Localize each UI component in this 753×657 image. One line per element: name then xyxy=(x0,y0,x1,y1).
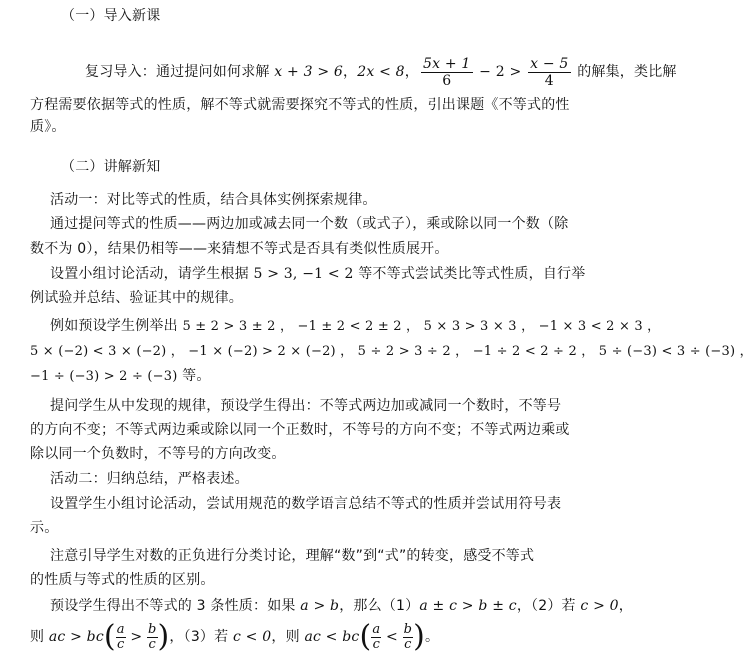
activity1-title: 活动一：对比等式的性质，结合具体实例探索规律。 xyxy=(50,192,377,208)
paragraph3-line1 xyxy=(50,317,660,336)
fraction-b-over-c-1 xyxy=(147,623,158,652)
review-paragraph-line1 xyxy=(85,50,677,94)
paragraph3-text-b: 等。 xyxy=(177,368,211,384)
fraction-2 xyxy=(528,56,570,89)
review-suffix: 的解集，类比解 xyxy=(572,64,677,80)
property-3-formula: ac < bc xyxy=(304,629,360,645)
left-paren-1: ( xyxy=(103,619,116,654)
property-2-formula: ac > bc xyxy=(48,629,104,645)
fraction-1 xyxy=(421,56,473,89)
separator-1: ， xyxy=(343,64,358,80)
paragraph4-line3: 除以同一个负数时，不等号的方向改变。 xyxy=(30,446,286,462)
fraction-a-over-c-2 xyxy=(371,623,381,652)
paragraph6-line1: 注意引导学生对数的正负进行分类讨论，理解“数”到“式”的转变，感受不等式 xyxy=(50,548,535,564)
review-paragraph-line2: 方程需要依据等式的性质，解不等式就需要探究不等式的性质，引出课题《不等式的性 xyxy=(30,97,570,113)
left-paren-2: ( xyxy=(359,619,372,654)
less-than-sign: < xyxy=(381,629,403,645)
fraction-denominator: c xyxy=(372,636,381,652)
paragraph1-line1: 通过提问等式的性质——两边加或减去同一个数（或式子），乘或除以同一个数（除 xyxy=(50,216,569,232)
fraction-numerator: b xyxy=(403,621,413,637)
paragraph5-line2: 示。 xyxy=(30,520,59,536)
paragraph5-line1: 设置学生小组讨论活动，尝试用规范的数学语言总结不等式的性质并尝试用符号表 xyxy=(50,496,562,512)
fraction-numerator: a xyxy=(116,621,125,637)
paragraph2-line2: 例试验并总结、验证其中的规律。 xyxy=(30,290,243,306)
paragraph7-line2 xyxy=(30,619,439,655)
paragraph7-line1 xyxy=(50,597,633,615)
paragraph7-line2-text-c: ，则 xyxy=(271,629,305,645)
minus-two: − 2 > xyxy=(474,64,527,80)
paragraph1-line2: 数不为 0），结果仍相等——来猜想不等式是否具有类似性质展开。 xyxy=(30,241,449,257)
fraction-2-denominator: 4 xyxy=(544,72,554,89)
fraction-denominator: c xyxy=(404,636,412,652)
greater-than-sign: > xyxy=(125,629,147,645)
paragraph7-line2-text-d: 。 xyxy=(425,629,440,645)
paragraph7-text-d: ， xyxy=(618,598,633,614)
paragraph3-examples-1: 5 ± 2 > 3 ± 2 ， −1 ± 2 < 2 ± 2 ， 5 × 3 > 3 × 3 ， −1 × 3 < 2 × 3 ， xyxy=(182,319,661,334)
review-paragraph-line3: 质》。 xyxy=(30,119,66,135)
fraction-b-over-c-2 xyxy=(403,623,414,652)
paragraph2-math: 5 > 3, −1 < 2 xyxy=(253,266,354,282)
paragraph2-text-b: 等不等式尝试类比等式性质，自行举 xyxy=(353,266,586,282)
fraction-numerator: b xyxy=(147,621,157,637)
paragraph7-line2-text-b: ，（3）若 xyxy=(169,629,233,645)
activity2-title: 活动二：归纳总结，严格表述。 xyxy=(50,471,249,487)
paragraph3-line3 xyxy=(30,367,211,386)
condition-c-negative: c < 0 xyxy=(232,629,272,645)
fraction-numerator: a xyxy=(372,621,381,637)
review-prefix: 复习导入：通过提问如何求解 xyxy=(85,64,275,80)
section2-heading: （二）讲解新知 xyxy=(61,159,161,175)
fraction-denominator: c xyxy=(117,636,125,652)
paragraph2-line1 xyxy=(50,265,585,283)
section1-heading: （一）导入新课 xyxy=(61,8,161,24)
paragraph6-line2: 的性质与等式的性质的区别。 xyxy=(30,572,215,588)
separator-2: ， xyxy=(404,64,419,80)
condition-c-positive: c > 0 xyxy=(580,598,619,614)
fraction-denominator: c xyxy=(148,636,156,652)
paragraph3-examples-2: 5 × (−2) < 3 × (−2) ， −1 × (−2) > 2 × (−2) ， 5 ÷ 2 > 3 ÷ 2 ， −1 ÷ 2 < 2 ÷ 2 ， 5 ÷ (−3) < 3 ÷ (−3) ， xyxy=(30,344,753,359)
paragraph7-text-a: 预设学生得出不等式的 3 条性质：如果 xyxy=(50,598,301,614)
fraction-1-numerator: 5x + 1 xyxy=(422,55,471,72)
paragraph4-line1: 提问学生从中发现的规律，预设学生得出：不等式两边加或减同一个数时，不等号 xyxy=(50,398,562,414)
property-1-formula: a ± c > b ± c xyxy=(419,598,517,614)
right-paren-2: ) xyxy=(413,619,425,654)
right-paren-1: ) xyxy=(157,619,170,654)
paragraph2-text-a: 设置小组讨论活动，请学生根据 xyxy=(50,266,254,282)
paragraph7-text-b: ，那么（1） xyxy=(339,598,420,614)
inequality-2: 2x < 8 xyxy=(357,64,405,80)
paragraph7-text-c: ，（2）若 xyxy=(516,598,581,614)
paragraph7-line2-text-a: 则 xyxy=(30,629,49,645)
paragraph3-examples-3: −1 ÷ (−3) > 2 ÷ (−3) xyxy=(30,369,178,384)
fraction-1-denominator: 6 xyxy=(442,72,452,89)
paragraph3-line2 xyxy=(30,342,753,361)
fraction-2-numerator: x − 5 xyxy=(530,55,569,72)
paragraph4-line2: 的方向不变；不等式两边乘或除以同一个正数时，不等号的方向不变；不等式两边乘或 xyxy=(30,422,570,438)
fraction-a-over-c-1 xyxy=(116,623,126,652)
condition-a-gt-b: a > b xyxy=(300,598,340,614)
inequality-1: x + 3 > 6 xyxy=(274,64,344,80)
paragraph3-text-a: 例如预设学生例举出 xyxy=(50,318,183,334)
